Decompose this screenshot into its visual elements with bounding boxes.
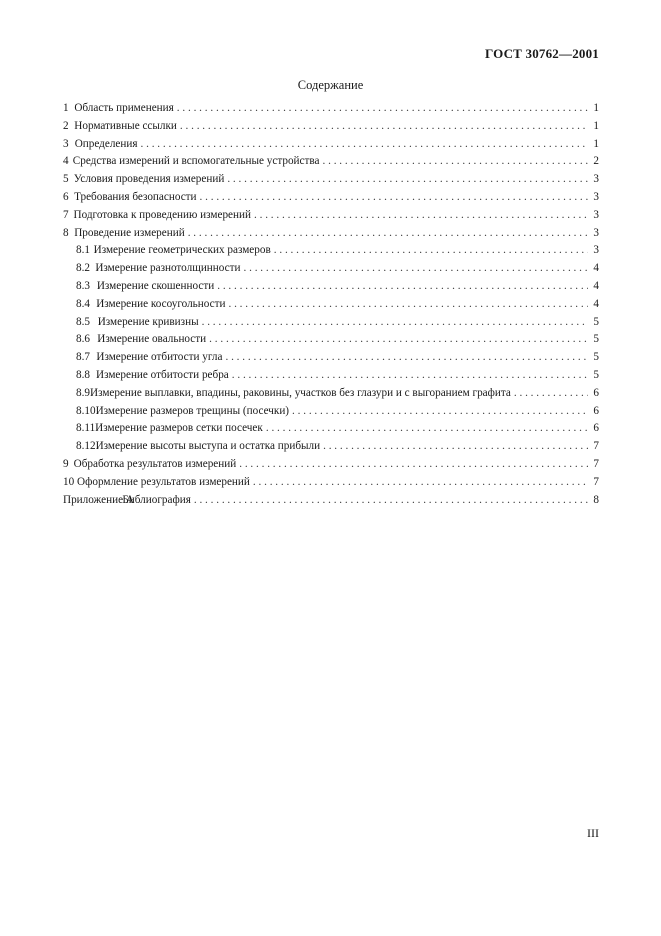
toc-leader-dots [274, 244, 588, 256]
toc-entry-number: 4 [63, 155, 69, 168]
toc-entry-number: 8.7 [76, 351, 90, 364]
toc-leader-dots [244, 262, 589, 274]
toc-entry [63, 494, 599, 512]
toc-leader-dots [323, 155, 588, 167]
toc-entry-label: Требования безопасности [74, 190, 197, 203]
toc-leader-dots [217, 280, 588, 292]
toc-entry [63, 138, 599, 156]
table-of-contents [63, 102, 599, 511]
toc-entry-page: 4 [593, 297, 599, 310]
toc-entry-page: 7 [593, 440, 599, 453]
toc-entry-number: 2 [63, 119, 69, 132]
toc-entry-label: Измерение отбитости угла [96, 351, 223, 364]
toc-entry-page: 6 [593, 422, 599, 435]
toc-entry-page: 5 [593, 351, 599, 364]
toc-entry-number: 3 [63, 137, 69, 150]
toc-entry-label: Измерение размеров трещины (посечки) [95, 404, 290, 417]
toc-entry-page: 5 [593, 333, 599, 346]
toc-entry-number: 8.9 [76, 386, 90, 399]
toc-entry-number: 8.11 [76, 422, 96, 435]
toc-entry [63, 120, 599, 138]
toc-entry [63, 458, 599, 476]
toc-leader-dots [254, 209, 588, 221]
toc-entry [63, 387, 599, 405]
toc-entry-page: 1 [593, 102, 599, 114]
toc-entry-label: Оформление результатов измерений [77, 475, 250, 488]
toc-entry-label: Нормативные ссылки [74, 119, 177, 132]
toc-entry-page: 1 [593, 119, 599, 132]
toc-leader-dots [227, 173, 588, 185]
toc-entry-number: 8.4 [76, 297, 90, 310]
toc-entry-page: 3 [593, 173, 599, 186]
toc-entry-number: 8.3 [76, 279, 90, 292]
toc-entry [63, 227, 599, 245]
toc-entry [63, 298, 599, 316]
toc-leader-dots [194, 494, 588, 506]
toc-entry-page: 1 [593, 137, 599, 150]
toc-entry-label: Библиография [122, 493, 191, 506]
toc-entry [63, 102, 599, 120]
toc-leader-dots [200, 191, 588, 203]
toc-entry [63, 440, 599, 458]
toc-entry-page: 4 [593, 279, 599, 292]
toc-entry-label: Измерение отбитости ребра [96, 368, 229, 381]
toc-entry-label: Область применения [74, 102, 174, 114]
page-number: III [587, 826, 599, 840]
toc-entry-page: 3 [593, 226, 599, 239]
toc-entry-label: Измерение овальности [97, 333, 207, 346]
toc-entry-number: 8.5 [76, 315, 90, 328]
toc-entry [63, 422, 599, 440]
toc-entry [63, 173, 599, 191]
toc-entry [63, 244, 599, 262]
toc-entry [63, 209, 599, 227]
toc-leader-dots [232, 369, 588, 381]
toc-entry-label: Измерение кривизны [97, 315, 199, 328]
toc-entry-page: 6 [593, 386, 599, 399]
toc-entry-number: 10 [63, 475, 75, 488]
toc-entry [63, 405, 599, 423]
toc-entry [63, 316, 599, 334]
toc-leader-dots [188, 227, 588, 239]
toc-entry-number: 8.8 [76, 368, 90, 381]
toc-entry-label: Измерение скошенности [96, 279, 215, 292]
toc-entry-number: 7 [63, 208, 69, 221]
toc-entry-number: 1 [63, 102, 69, 114]
toc-leader-dots [225, 351, 588, 363]
toc-leader-dots [141, 138, 589, 150]
toc-entry-page: 8 [593, 493, 599, 506]
toc-entry-label: Подготовка к проведению измерений [73, 208, 251, 221]
toc-leader-dots [177, 102, 588, 114]
toc-entry [63, 280, 599, 298]
toc-leader-dots [180, 120, 588, 132]
toc-entry-page: 3 [593, 244, 599, 257]
toc-entry-number: 8.10 [76, 404, 96, 417]
toc-entry-number: 8 [63, 226, 69, 239]
toc-leader-dots [209, 333, 588, 345]
toc-entry-page: 7 [593, 457, 599, 470]
toc-entry-page: 3 [593, 190, 599, 203]
toc-leader-dots [266, 422, 588, 434]
toc-entry [63, 155, 599, 173]
toc-leader-dots [202, 316, 588, 328]
toc-entry-label: Средства измерений и вспомогательные устройства [72, 155, 320, 168]
toc-entry-page: 7 [593, 475, 599, 488]
toc-entry-number: Приложение А [63, 493, 134, 506]
toc-leader-dots [253, 476, 588, 488]
toc-entry [63, 476, 599, 494]
toc-entry [63, 191, 599, 209]
toc-leader-dots [239, 458, 588, 470]
toc-entry [63, 351, 599, 369]
toc-title: Содержание [297, 78, 364, 92]
toc-entry-number: 5 [63, 173, 69, 186]
toc-entry-label: Измерение разнотолщинности [95, 262, 241, 275]
toc-entry-number: 8.2 [76, 262, 90, 275]
toc-leader-dots [292, 405, 588, 417]
toc-entry-page: 4 [593, 262, 599, 275]
toc-entry-page: 5 [593, 315, 599, 328]
toc-entry-label: Измерение косоугольности [96, 297, 226, 310]
toc-leader-dots [228, 298, 588, 310]
toc-entry-label: Измерение размеров сетки посечек [95, 422, 263, 435]
toc-entry-number: 8.1 [76, 244, 90, 257]
toc-leader-dots [514, 387, 588, 399]
toc-entry-page: 3 [593, 208, 599, 221]
toc-entry-label: Измерение выплавки, впадины, раковины, участков без глазури и с выгоранием графита [89, 386, 511, 399]
toc-entry-page: 2 [593, 155, 599, 168]
toc-entry-number: 6 [63, 190, 69, 203]
toc-leader-dots [323, 440, 588, 452]
toc-entry-label: Определения [74, 137, 138, 150]
toc-entry-label: Обработка результатов измерений [73, 457, 237, 470]
toc-entry [63, 369, 599, 387]
toc-entry-number: 9 [63, 457, 69, 470]
toc-entry-label: Измерение геометрических размеров [93, 244, 271, 257]
toc-entry-number: 8.6 [76, 333, 90, 346]
toc-entry-label: Условия проведения измерений [73, 173, 225, 186]
toc-entry-page: 6 [593, 404, 599, 417]
document-code: ГОСТ 30762—2001 [484, 46, 599, 61]
toc-entry [63, 262, 599, 280]
toc-entry [63, 333, 599, 351]
toc-entry-label: Проведение измерений [74, 226, 185, 239]
toc-entry-label: Измерение высоты выступа и остатка прибыли [95, 440, 321, 453]
toc-entry-number: 8.12 [76, 440, 96, 453]
toc-entry-page: 5 [593, 368, 599, 381]
